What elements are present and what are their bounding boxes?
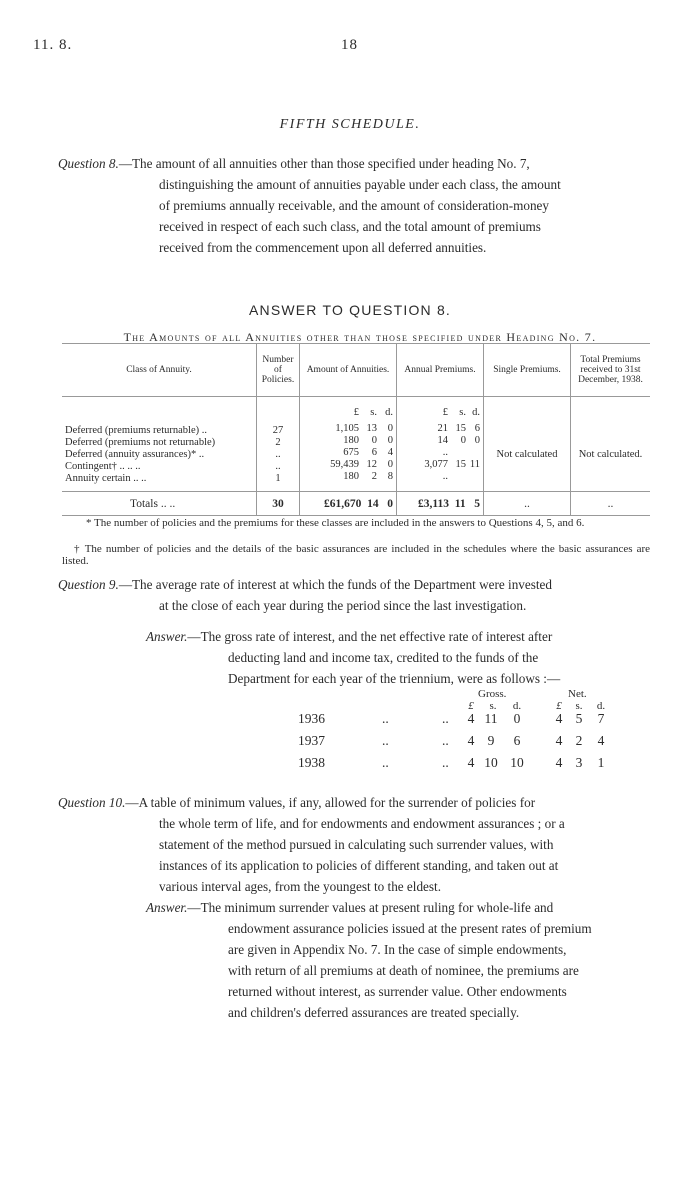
answer-9-label: Answer. — [146, 629, 188, 644]
amount-pence: 0 — [387, 423, 393, 434]
amount-pence: 0 — [387, 459, 393, 470]
rate-dots: .. — [442, 733, 449, 748]
annual-shillings: 15 — [455, 459, 466, 470]
amount-shillings: 6 — [371, 447, 377, 458]
table-caption: The Amounts of all Annuities other than those specified under Heading No. 7. — [123, 330, 597, 344]
answer-9-line: —The gross rate of interest, and the net effective rate of interest after — [187, 629, 553, 644]
answer-heading: ANSWER TO QUESTION 8. — [248, 302, 452, 318]
question-8-line: received in respect of each such class, and the total amount of premiums — [159, 219, 541, 234]
amount-pence: 8 — [387, 471, 393, 482]
question-9-label: Question 9. — [58, 577, 119, 592]
annual-pounds: 21 — [437, 423, 448, 434]
totals-label: Totals .. .. — [62, 492, 257, 516]
policies-cell: .. — [275, 449, 281, 460]
gross-unit-pounds: £ — [468, 700, 474, 712]
gross-pence: 6 — [513, 733, 521, 748]
amount-shillings: 13 — [366, 423, 377, 434]
annual-pence: 11 — [469, 459, 480, 470]
answer-10-line: with return of all premiums at death of nominee, the premiums are — [228, 963, 579, 978]
amount-pounds: 59,439 — [330, 459, 359, 470]
rate-year: 1937 — [298, 733, 325, 748]
amount-pounds: 1,105 — [335, 423, 359, 434]
unit-shillings: s. — [370, 407, 377, 418]
net-unit-pence: d. — [596, 700, 606, 712]
rate-dots: .. — [442, 711, 449, 726]
rate-dots: .. — [382, 733, 389, 748]
footnote-2: † The number of policies and the details of the basic assurances are included in the schedules where the basic assurances are listed. — [62, 543, 650, 567]
class-cell: Deferred (annuity assurances)* .. — [65, 449, 205, 460]
net-pounds: 4 — [555, 755, 563, 770]
class-cell: Deferred (premiums not returnable) — [65, 437, 216, 448]
annual-pounds: 14 — [437, 435, 448, 446]
amount-pence: 4 — [387, 447, 393, 458]
net-shillings: 5 — [575, 711, 583, 726]
gross-shillings: 10 — [484, 755, 498, 770]
single-premiums-cell: Not calculated — [484, 397, 571, 492]
totals-single: .. — [484, 492, 571, 516]
class-cell: Annuity certain .. .. — [65, 473, 147, 484]
unit-pounds: £ — [353, 407, 359, 418]
question-10 — [58, 792, 652, 897]
gross-shillings: 9 — [487, 733, 495, 748]
net-pounds: 4 — [555, 733, 563, 748]
question-8-label: Question 8. — [58, 156, 119, 171]
question-10-line: instances of its application to policies of different standing, and taken out at — [159, 858, 559, 873]
amount-shillings: 12 — [366, 459, 377, 470]
page-header-left: 11. 8. — [33, 37, 73, 53]
question-10-line: —A table of minimum values, if any, allowed for the surrender of policies for — [125, 795, 536, 810]
answer-10-line: returned without interest, as surrender value. Other endowments — [228, 984, 567, 999]
totals-amount: £61,670 14 0 — [300, 492, 397, 516]
gross-pence: 10 — [510, 755, 524, 770]
amount-pence: 0 — [387, 435, 393, 446]
answer-10 — [146, 897, 652, 1023]
totals-annual: £3,113 11 5 — [397, 492, 484, 516]
question-10-line: the whole term of life, and for endowments and endowment assurances ; or a — [159, 816, 565, 831]
annual-pounds: 3,077 — [424, 459, 448, 470]
policies-cell: .. — [275, 461, 281, 472]
gross-pounds: 4 — [467, 711, 475, 726]
annual-pounds: .. — [442, 447, 448, 458]
gross-shillings: 11 — [484, 711, 498, 726]
question-9-line: —The average rate of interest at which the funds of the Department were invested — [118, 577, 552, 592]
rate-dots: .. — [382, 711, 389, 726]
rate-year: 1936 — [298, 711, 325, 726]
net-unit-shillings: s. — [575, 700, 583, 712]
net-shillings: 2 — [575, 733, 583, 748]
annual-pence: 0 — [474, 435, 480, 446]
annual-pounds: .. — [442, 471, 448, 482]
amount-pounds: 180 — [343, 471, 359, 482]
gross-pence: 0 — [513, 711, 521, 726]
page-number: 18 — [341, 37, 358, 53]
amount-pounds: 675 — [343, 447, 359, 458]
question-10-line: various interval ages, from the youngest to the eldest. — [159, 879, 441, 894]
total-premiums-cell: Not calculated. — [571, 397, 651, 492]
question-8-line: of premiums annually receivable, and the amount of consideration-money — [159, 198, 550, 213]
net-heading: Net. — [568, 688, 587, 700]
net-pence: 1 — [597, 755, 605, 770]
totals-total: .. — [571, 492, 651, 516]
question-8-line: received from the commencement upon all deferred annuities. — [159, 240, 487, 255]
question-10-line: statement of the method pursued in calculating such surrender values, with — [159, 837, 554, 852]
gross-pounds: 4 — [467, 733, 475, 748]
policies-cell: 27 — [272, 425, 284, 436]
header-total: Total Premiums received to 31st December, 1938. — [571, 344, 651, 397]
unit-pence: d. — [385, 407, 393, 418]
schedule-title: FIFTH SCHEDULE. — [279, 117, 421, 132]
header-single: Single Premiums. — [484, 344, 571, 397]
annual-pence: 6 — [474, 423, 480, 434]
annual-shillings: 15 — [455, 423, 466, 434]
answer-9-line: deducting land and income tax, credited to the funds of the — [228, 650, 539, 665]
amount-pounds: 180 — [343, 435, 359, 446]
answer-10-line: are given in Appendix No. 7. In the case of simple endowments, — [228, 942, 567, 957]
gross-heading: Gross. — [478, 688, 507, 700]
footnote-1: * The number of policies and the premiums for these classes are included in the answers to Questions 4, 5, and 6. — [86, 517, 585, 529]
question-8-line: —The amount of all annuities other than those specified under heading No. 7, — [118, 156, 530, 171]
class-cell: Contingent† .. .. .. — [65, 461, 141, 472]
amount-shillings: 0 — [371, 435, 377, 446]
annual-shillings: 0 — [460, 435, 466, 446]
question-9-line: at the close of each year during the period since the last investigation. — [159, 598, 527, 613]
unit-pounds: £ — [442, 407, 448, 418]
net-pounds: 4 — [555, 711, 563, 726]
header-annual: Annual Premiums. — [397, 344, 484, 397]
gross-unit-pence: d. — [512, 700, 522, 712]
class-cell: Deferred (premiums returnable) .. — [65, 425, 207, 436]
unit-pence: d. — [472, 407, 480, 418]
header-policies: Number of Policies. — [257, 344, 300, 397]
rate-dots: .. — [382, 755, 389, 770]
header-class: Class of Annuity. — [62, 344, 257, 397]
net-pence: 7 — [597, 711, 605, 726]
gross-pounds: 4 — [467, 755, 475, 770]
unit-shillings: s. — [459, 407, 466, 418]
totals-policies: 30 — [257, 492, 300, 516]
gross-unit-shillings: s. — [489, 700, 497, 712]
policies-cell: 2 — [275, 437, 281, 448]
net-pence: 4 — [597, 733, 605, 748]
question-8-line: distinguishing the amount of annuities payable under each class, the amount — [159, 177, 561, 192]
policies-cell: 1 — [275, 473, 281, 484]
answer-10-line: —The minimum surrender values at present ruling for whole-life and — [187, 900, 554, 915]
question-10-label: Question 10. — [58, 795, 126, 810]
answer-10-line: endowment assurance policies issued at the present rates of premium — [228, 921, 592, 936]
net-shillings: 3 — [575, 755, 583, 770]
answer-9-line: Department for each year of the triennium, were as follows :— — [228, 671, 561, 686]
answer-10-label: Answer. — [146, 900, 188, 915]
amount-shillings: 2 — [371, 471, 377, 482]
answer-10-line: and children's deferred assurances are treated specially. — [228, 1005, 520, 1020]
header-amount: Amount of Annuities. — [300, 344, 397, 397]
net-unit-pounds: £ — [556, 700, 562, 712]
rate-dots: .. — [442, 755, 449, 770]
rate-year: 1938 — [298, 755, 325, 770]
